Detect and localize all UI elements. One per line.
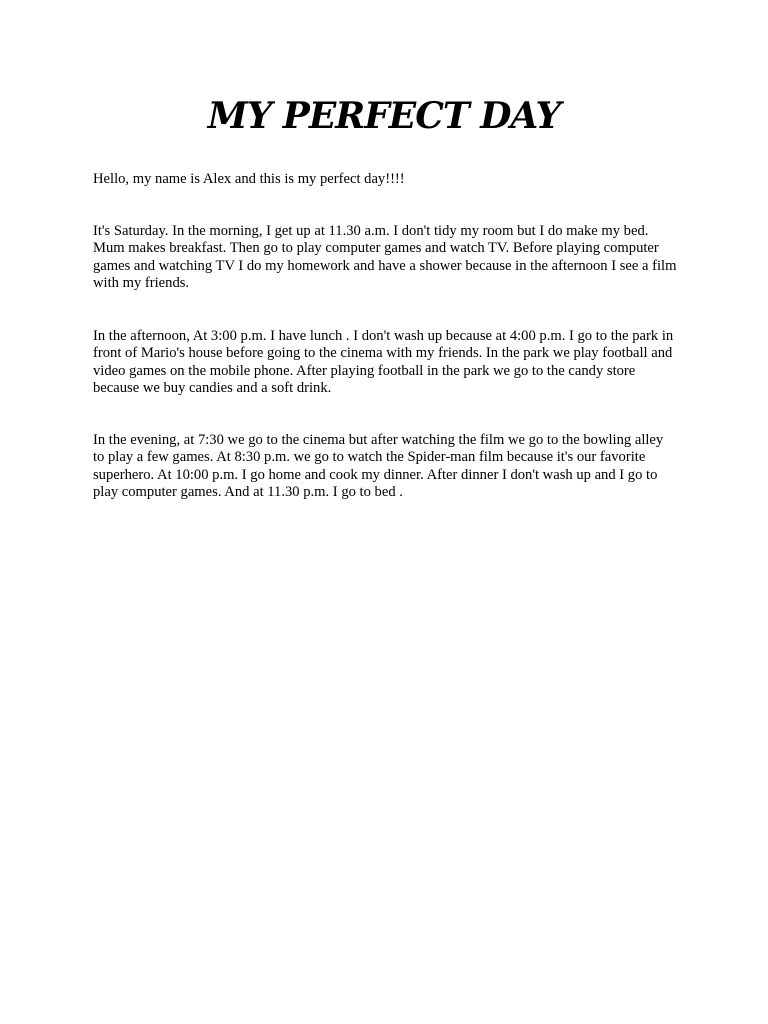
evening-paragraph: In the evening, at 7:30 we go to the cinema but after watching the film we go to the bowling alley to play a few games. At 8:30 p.m. we go to watch the Spider-man film because it's our favorite superhero. At 10:00 p.m. I go home and cook my dinner. After dinner I don't wash up and I go to play computer games. And at 11.30 p.m. I go to bed .: [93, 432, 664, 501]
afternoon-paragraph: In the afternoon, At 3:00 p.m. I have lunch . I don't wash up because at 4:00 p.m. I go to the park in front of Mario's house before going to the cinema with my friends. In the park we play football and video games on the mobile phone. After playing football in the park we go to the candy store because we buy candies and a soft drink.: [93, 328, 674, 397]
intro-paragraph: Hello, my name is Alex and this is my perfect day!!!!: [93, 171, 405, 187]
document-title: MY PERFECT DAY: [207, 95, 561, 137]
morning-paragraph: It's Saturday. In the morning, I get up at 11.30 a.m. I don't tidy my room but I do make my bed. Mum makes breakfast. Then go to play computer games and watch TV. Before playing computer games and watching TV I do my homework and have a shower because in the afternoon I see a film with my friends.: [93, 223, 677, 292]
